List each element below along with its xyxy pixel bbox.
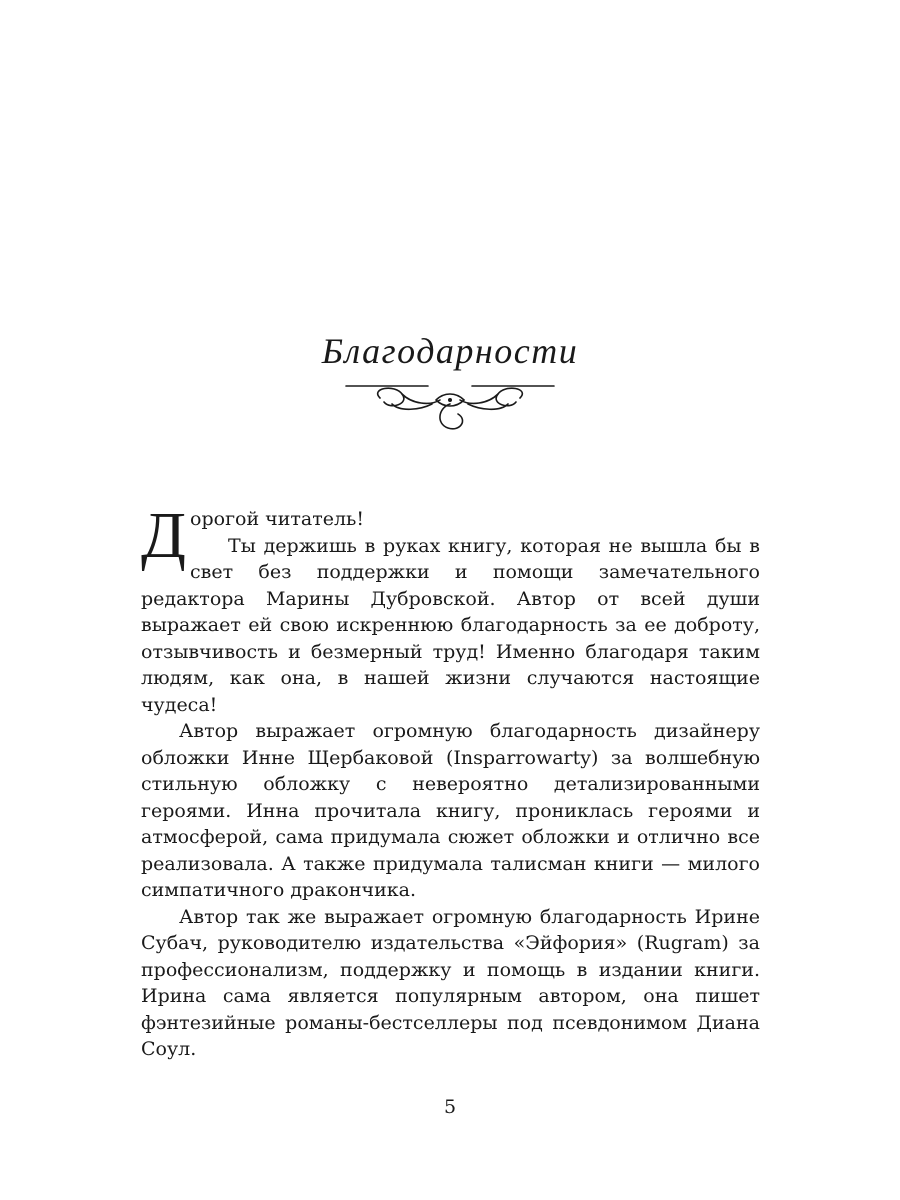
paragraph-3: Автор так же выражает огромную благодарность Ирине Субач, руководителю издательства «Эйфория» (Rugram) за профессионализм, поддержку и помощь в издании книги. Ирина сама является популярным автором, она пишет фэнтезийные романы-бестселлеры под псевдонимом Диана Соул. — [141, 905, 760, 1060]
paragraph-1: Ты держишь в руках книгу, которая не вышла бы в свет без поддержки и помощи замечательного редактора Марины Дубровской. Автор от всей души выражает ей свою искреннюю благодарность за ее доброту, отзывчивость и безмерный труд! Именно благодаря таким людям, как она, в нашей жизни случаются настоящие чудеса! — [141, 534, 760, 716]
page-number: 5 — [443, 1096, 457, 1118]
paragraph-2: Автор выражает огромную благодарность дизайнеру обложки Инне Щербаковой (Insparrowarty) за волшебную стильную обложку с невероятно детализированными героями. Инна прочитала книгу, прониклась героями и атмосферой, сама придумала сюжет обложки и отлично все реализовала. А также придумала талисман книги — милого симпатичного дракончика. — [141, 720, 760, 901]
greeting-line: орогой читатель! — [190, 508, 365, 530]
flourish-ornament-icon — [340, 378, 560, 438]
chapter-title: Благодарности — [321, 331, 579, 371]
drop-cap: Д — [141, 499, 187, 572]
acknowledgements-text — [141, 499, 760, 1063]
